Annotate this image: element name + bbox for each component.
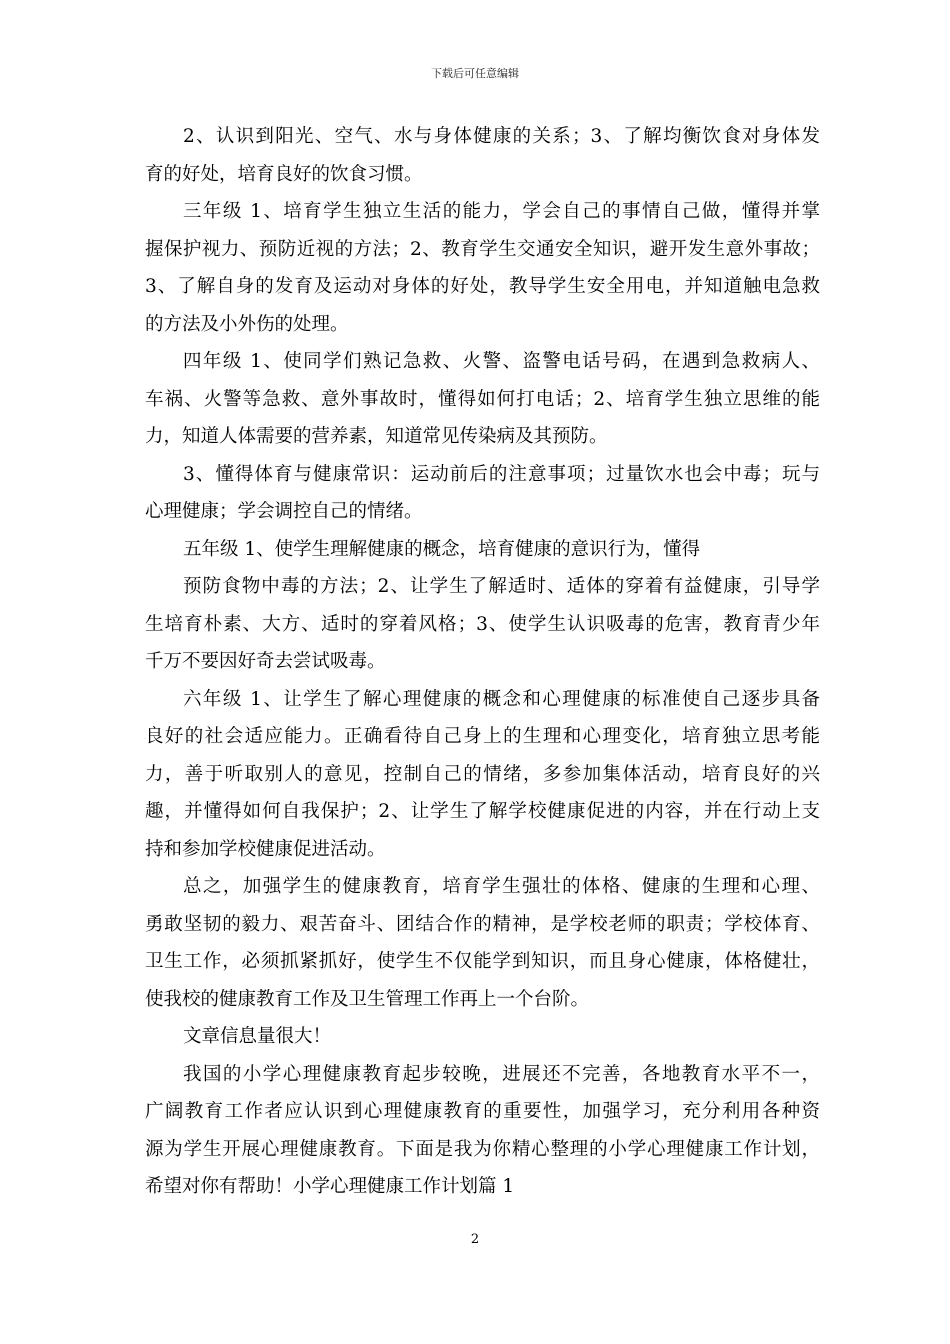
text-line: 五年级 1、使学生理解健康的概念，培育健康的意识行为，懂得 [183,538,701,560]
text-line: 卫生工作，必须抓紧抓好，使学生不仅能学到知识，而且身心健康，体格健壮， [145,951,820,972]
text-line: 三年级 1、培育学生独立生活的能力，学会自己的事情自己做，懂得并掌 [183,201,820,222]
text-line: 总之，加强学生的健康教育，培育学生强壮的体格、健康的生理和心理、 [183,876,820,897]
page-number: 2 [470,1232,480,1247]
text-line: 趣，并懂得如何自我保护；2、让学生了解学校健康促进的内容，并在行动上支 [145,801,820,822]
text-line: 预防食物中毒的方法；2、让学生了解适时、适体的穿着有益健康，引导学 [183,576,820,597]
text-line: 四年级 1、使同学们熟记急救、火警、盗警电话号码，在遇到急救病人、 [183,351,820,372]
text-line: 千万不要因好奇去尝试吸毒。 [145,651,386,672]
page-header: 下载后可任意编辑 [431,67,519,80]
text-line: 我国的小学心理健康教育起步较晚，进展还不完善，各地教育水平不一， [183,1063,820,1085]
text-line: 六年级 1、让学生了解心理健康的概念和心理健康的标准使自己逐步具备 [183,688,820,710]
text-line: 良好的社会适应能力。正确看待自己身上的生理和心理变化，培育独立思考能 [145,726,820,747]
text-line: 育的好处，培育良好的饮食习惯。 [145,163,423,185]
text-line: 希望对你有帮助！小学心理健康工作计划篇 1 [145,1176,515,1197]
document-body [145,118,820,1206]
text-line: 的方法及小外伤的处理。 [145,313,349,335]
text-line: 持和参加学校健康促进活动。 [145,838,386,860]
text-line: 使我校的健康教育工作及卫生管理工作再上一个台阶。 [145,988,590,1010]
text-line: 文章信息量很大！ [183,1026,332,1047]
text-line: 握保护视力、预防近视的方法；2、教育学生交通安全知识，避开发生意外事故； [145,238,820,260]
text-line: 生培育朴素、大方、适时的穿着风格；3、使学生认识吸毒的危害，教育青少年 [145,613,820,635]
text-line: 力，知道人体需要的营养素，知道常见传染病及其预防。 [145,426,608,447]
text-line: 3、懂得体育与健康常识：运动前后的注意事项；过量饮水也会中毒；玩与 [183,463,820,485]
text-line: 心理健康；学会调控自己的情绪。 [145,501,423,522]
text-line: 3、了解自身的发育及运动对身体的好处，教导学生安全用电，并知道触电急救 [145,276,820,297]
text-line: 车祸、火警等急救、意外事故时，懂得如何打电话；2、培育学生独立思维的能 [145,388,820,410]
text-line: 源为学生开展心理健康教育。下面是我为你精心整理的小学心理健康工作计划， [145,1138,820,1160]
text-line: 力，善于听取别人的意见，控制自己的情绪，多参加集体活动，培育良好的兴 [145,763,820,785]
text-line: 勇敢坚韧的毅力、艰苦奋斗、团结合作的精神，是学校老师的职责；学校体育、 [145,913,820,935]
text-line: 广阔教育工作者应认识到心理健康教育的重要性，加强学习，充分利用各种资 [145,1101,820,1122]
text-line: 2、认识到阳光、空气、水与身体健康的关系；3、了解均衡饮食对身体发 [183,126,820,147]
